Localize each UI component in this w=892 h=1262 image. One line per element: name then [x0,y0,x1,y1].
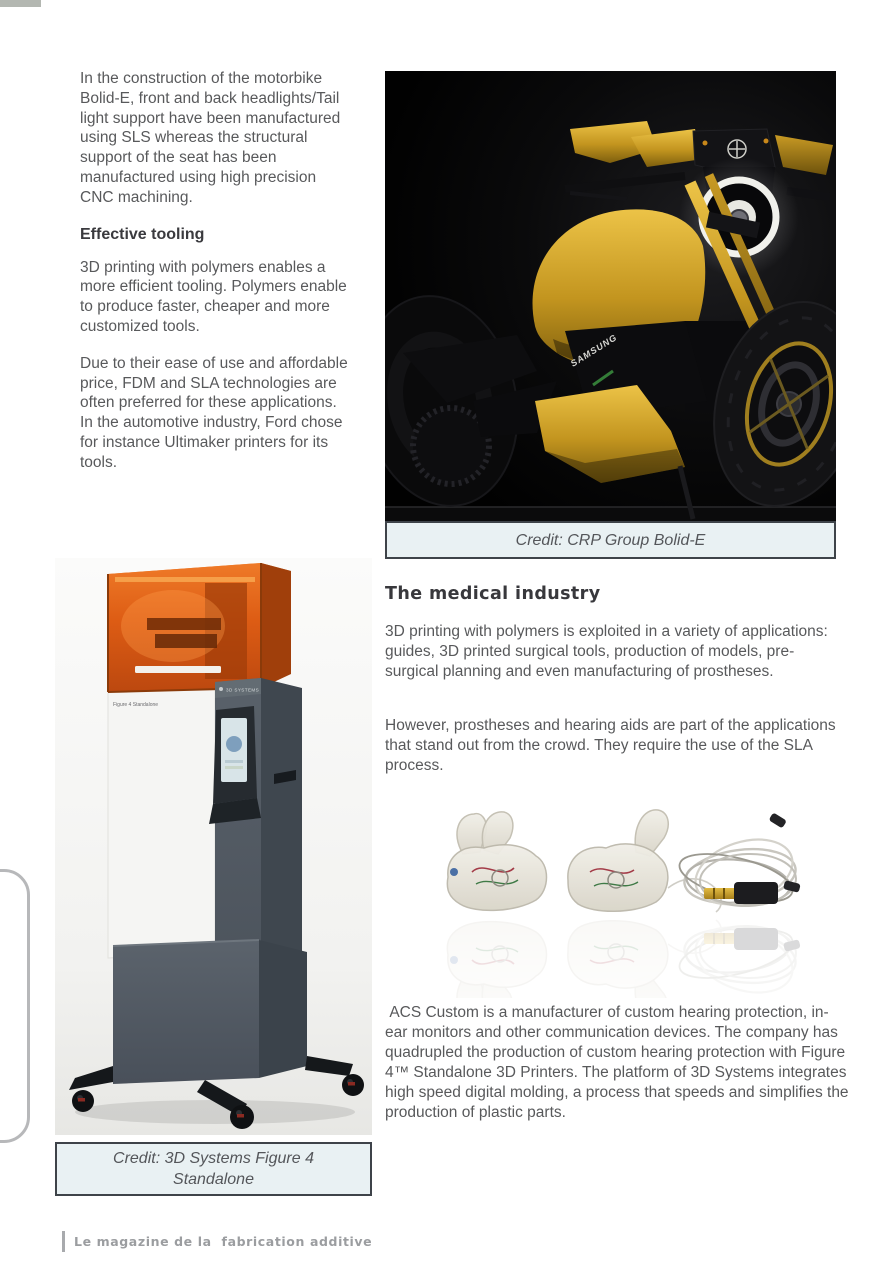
hearing-aids-photo [418,792,818,998]
connector-pin-2 [783,880,801,893]
left-text-column [80,69,348,486]
motorbike-photo [385,71,836,521]
printer-cabinet [108,682,215,958]
earpiece-left [447,812,546,911]
printer-caption-box [55,1142,372,1196]
deco-bar-bottom [0,0,41,7]
printer-base [113,940,307,1084]
paragraph-tooling-1: 3D printing with polymers enables a more efficient tooling. Polymers enable to produce faster, cheaper and more customized tools. [80,258,347,335]
paragraph-acs-custom: ACS Custom is a manufacturer of custom hearing protection, in-ear monitors and other communication devices. The company has quadrupled the production of custom hearing protection with Figure 4™ Standalone 3D Printers. The platform of 3D Systems integrates high speed digital molding, a process that speeds and simplifies the production of plastic parts. [385,1004,853,1121]
heading-medical-industry: The medical industry [385,584,601,604]
connector-pin [769,812,787,828]
footer-divider [62,1231,65,1252]
footer-magazine-title: Le magazine de la fabrication additive [74,1234,373,1249]
paragraph-tooling-2: Due to their ease of use and affordable price, FDM and SLA technologies are often preferred for these applications. In the automotive industry, Ford chose for instance Ultimaker printers for its tools. [80,354,348,471]
paragraph-bolide: In the construction of the motorbike Bolid-E, front and back headlights/Tail light support have been manufactured using SLS whereas the structural support of the seat has been manufactured using high precision CNC machining. [80,70,341,206]
earpiece-center [568,810,668,911]
paragraph-medical-1: 3D printing with polymers is exploited in a variety of applications: guides, 3D printed surgical tools, production of models, pre-surgical planning and even manufacturing of prostheses. [385,623,833,680]
page-footer [62,1231,372,1252]
moto-caption-text: Credit: CRP Group Bolid-E [515,531,706,549]
moto-caption-box [385,521,836,559]
printer-brand-label: 3D SYSTEMS [226,687,260,693]
edge-outline-shape [0,869,30,1143]
moto-brand-label: SAMSUNG [568,332,620,369]
printer-model-label: Figure 4 Standalone [113,702,159,708]
printer-caption-text: Credit: 3D Systems Figure 4 Standalone [113,1150,314,1188]
printer-hood [108,563,291,692]
printer-photo [55,558,372,1135]
studio-floor [385,507,836,521]
paragraph-medical-2: However, prostheses and hearing aids are part of the applications that stand out from the crowd. They require the use of the SLA process. [385,717,840,774]
heading-effective-tooling: Effective tooling [80,225,205,243]
